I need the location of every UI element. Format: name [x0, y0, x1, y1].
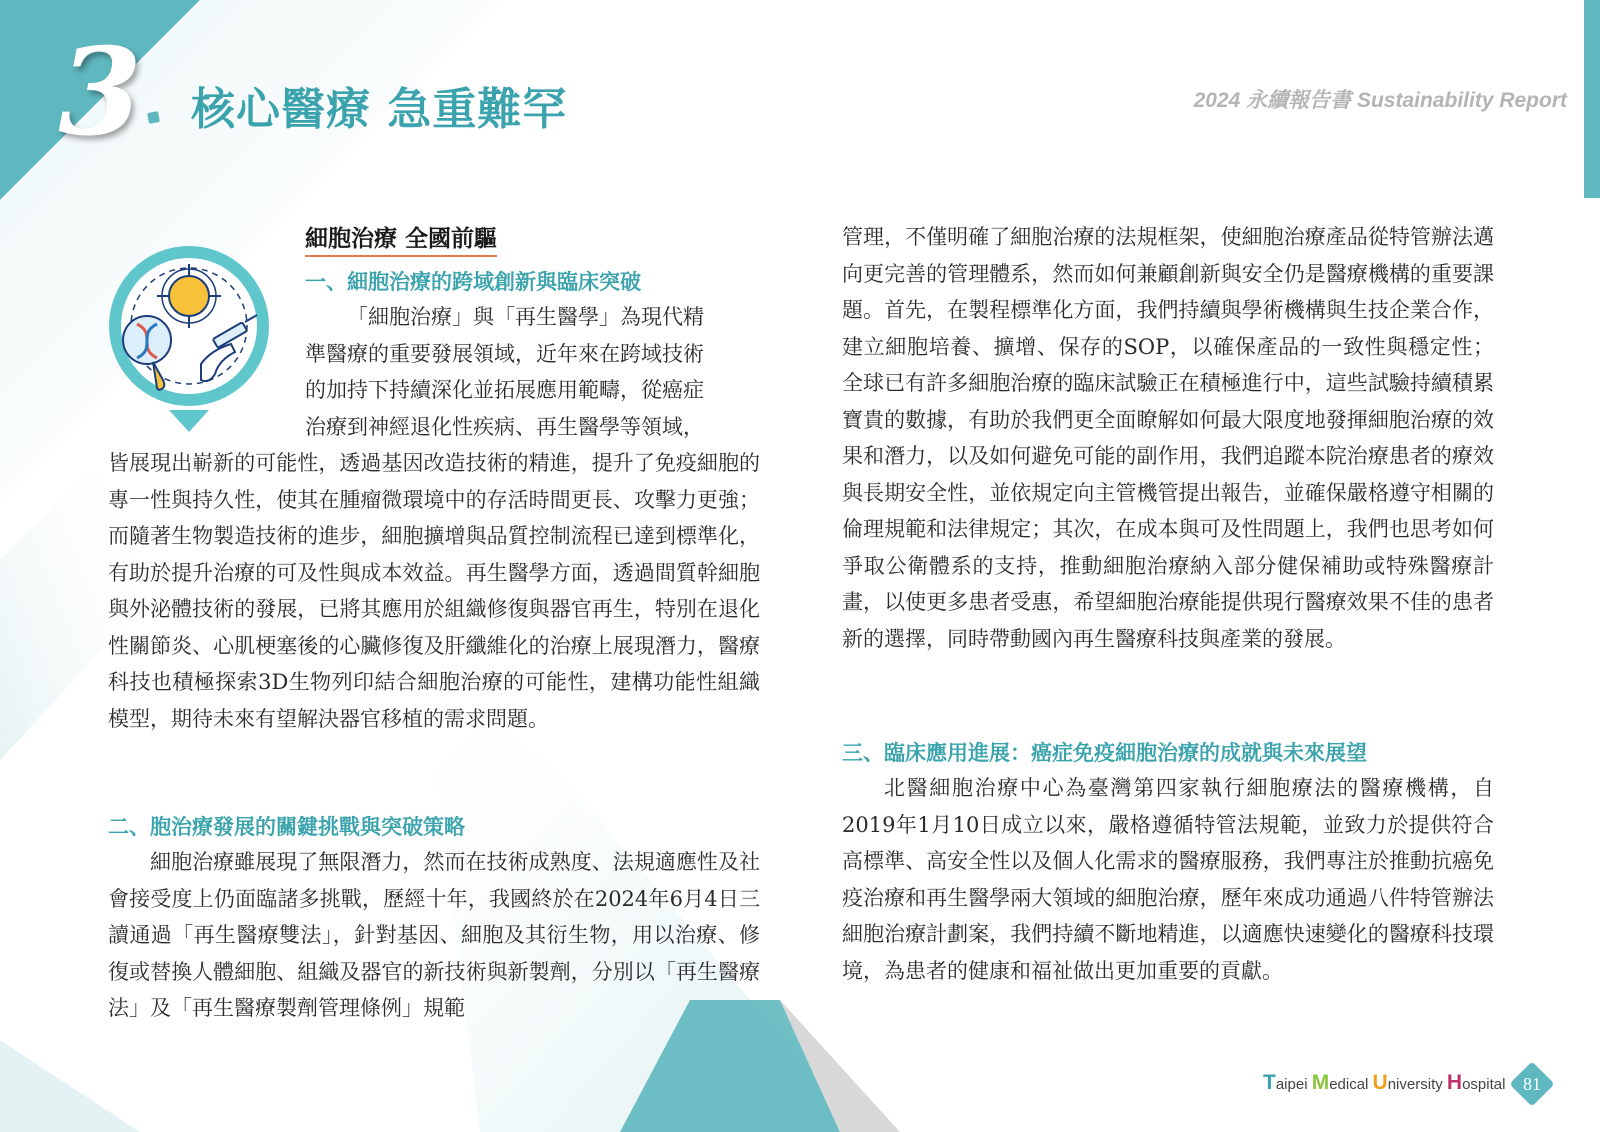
paragraph: 細胞治療雖展現了無限潛力，然而在技術成熟度、法規適應性及社會接受度上仍面臨諸多挑戰，歷經十年，我國終於在2024年6月4日三讀通過「再生醫療雙法」，針對基因、細胞及其衍生物，用以治療、修復或替換人體細胞、組織及器官的新技術與新製劑，分別以「再生醫療法」及「再生醫療製劑管理條例」規範	[108, 850, 760, 1020]
chapter-title: 核心醫療 急重難罕	[191, 84, 568, 135]
chapter-number: 3	[58, 22, 142, 163]
section-heading: 細胞治療 全國前驅	[305, 220, 497, 257]
intro-line: 的加持下持續深化並拓展應用範疇，從癌症	[305, 378, 704, 402]
subsection-2-body-left	[108, 844, 760, 1027]
chapter-dot	[147, 111, 160, 124]
brand-text: ospital	[1462, 1076, 1506, 1093]
paragraph: 皆展現出嶄新的可能性，透過基因改造技術的精進，提升了免疫細胞的專一性與持久性，使其在腫瘤微環境中的存活時間更長、攻擊力更強；而隨著生物製造技術的進步，細胞擴增與品質控制流程已達到標準化，有助於提升治療的可及性與成本效益。再生醫學方面，透過間質幹細胞與外泌體技術的發展，已將其應用於組織修復與器官再生，特別在退化性關節炎、心肌梗塞後的心臟修復及肝纖維化的治療上展現潛力，醫療科技也積極探索3D生物列印結合細胞治療的可能性，建構功能性組織模型，期待未來有望解決器官移植的需求問題。	[108, 451, 760, 731]
brand-text: aipei	[1275, 1076, 1312, 1093]
brand-letter: U	[1372, 1071, 1388, 1094]
subsection-1-body	[108, 445, 760, 737]
intro-line: 準醫療的重要發展領域，近年來在跨域技術	[305, 341, 704, 366]
brand-letter: T	[1263, 1071, 1276, 1094]
subsection-2-body-right	[842, 219, 1494, 657]
intro-line: 治療到神經退化性疾病、再生醫學等領域，	[305, 414, 704, 439]
hospital-brand	[1263, 1071, 1505, 1095]
paragraph: 北醫細胞治療中心為臺灣第四家執行細胞療法的醫療機構，自2019年1月10日成立以來，嚴格遵循特管法規範，並致力於提供符合高標準、高安全性以及個人化需求的醫療服務，我們專注於推動抗癌免疫治療和再生醫學兩大領域的細胞治療，歷年來成功通過八件特管辦法細胞治療計劃案，我們持續不斷地精進，以適應快速變化的醫療科技環境，為患者的健康和福祉做出更加重要的貢獻。	[842, 776, 1494, 983]
brand-text: edical	[1329, 1076, 1373, 1093]
page-number: 81	[1523, 1074, 1541, 1094]
cell-therapy-icon	[101, 244, 277, 444]
page-number-badge	[1510, 1062, 1554, 1106]
subsection-3-heading: 三、臨床應用進展：癌症免疫細胞治療的成就與未來展望	[842, 741, 1367, 765]
brand-letter: M	[1311, 1071, 1330, 1094]
brand-text: niversity	[1387, 1076, 1447, 1093]
paragraph: 管理，不僅明確了細胞治療的法規框架，使細胞治療產品從特管辦法邁向更完善的管理體系，然而如何兼顧創新與安全仍是醫療機構的重要課題。首先，在製程標準化方面，我們持續與學術機構與生技企業合作，建立細胞培養、擴增、保存的SOP，以確保產品的一致性與穩定性；全球已有許多細胞治療的臨床試驗正在積極進行中，這些試驗持續積累寶貴的數據，有助於我們更全面瞭解如何最大限度地發揮細胞治療的效果和潛力，以及如何避免可能的副作用，我們追蹤本院治療患者的療效與長期安全性，並依規定向主管機管提出報告，並確保嚴格遵守相關的倫理規範和法律規定；其次，在成本與可及性問題上，我們也思考如何爭取公衛體系的支持，推動細胞治療納入部分健保補助或特殊醫療計畫，以使更多患者受惠，希望細胞治療能提供現行醫療效果不佳的患者新的選擇，同時帶動國內再生醫療科技與產業的發展。	[842, 225, 1494, 651]
brand-letter: H	[1446, 1071, 1463, 1094]
subsection-3-body	[842, 770, 1494, 989]
subsection-2-heading: 二、胞治療發展的關鍵挑戰與突破策略	[108, 815, 465, 839]
subsection-1-heading: 一、細胞治療的跨域創新與臨床突破	[305, 270, 641, 294]
report-title: 2024 永續報告書 Sustainability Report	[1193, 89, 1567, 112]
right-edge-tab	[1584, 0, 1600, 198]
intro-line: 「細胞治療」與「再生醫學」為現代精	[347, 305, 704, 329]
subsection-1-intro	[305, 299, 760, 445]
